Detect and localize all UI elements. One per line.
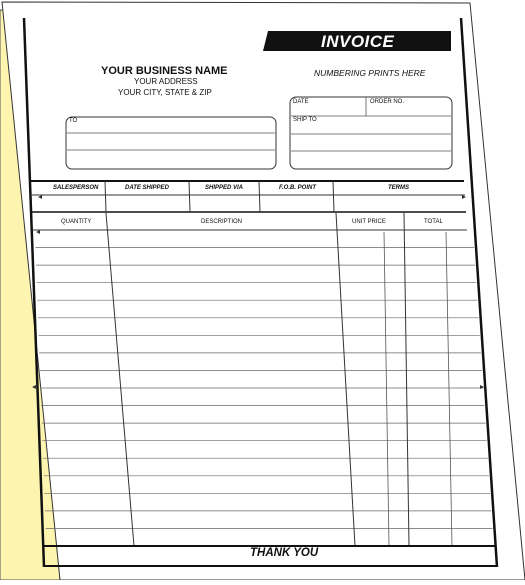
info-col-date-shipped: DATE SHIPPED: [125, 185, 169, 191]
numbering-note: NUMBERING PRINTS HERE: [314, 68, 426, 78]
business-address: YOUR ADDRESS: [134, 77, 198, 86]
business-name: YOUR BUSINESS NAME: [101, 65, 228, 77]
to-label: TO: [69, 118, 78, 124]
items-col-description: DESCRIPTION: [201, 219, 243, 225]
items-col-total: TOTAL: [424, 219, 443, 225]
info-col-salesperson: SALESPERSON: [53, 185, 99, 191]
business-city-state-zip: YOUR CITY, STATE & ZIP: [118, 88, 212, 97]
items-col-quantity: QUANTITY: [61, 219, 92, 225]
invoice-title: INVOICE: [321, 32, 395, 51]
info-col-shipped-via: SHIPPED VIA: [205, 185, 244, 191]
items-col-unit-price: UNIT PRICE: [352, 219, 386, 225]
ship-to-label: SHIP TO: [293, 117, 317, 123]
info-col-terms: TERMS: [388, 185, 409, 191]
info-col-fob-point: F.O.B. POINT: [279, 185, 317, 191]
order-no-label: ORDER NO.: [370, 99, 405, 105]
date-label: DATE: [293, 99, 309, 105]
footer-thank-you: THANK YOU: [250, 547, 319, 559]
